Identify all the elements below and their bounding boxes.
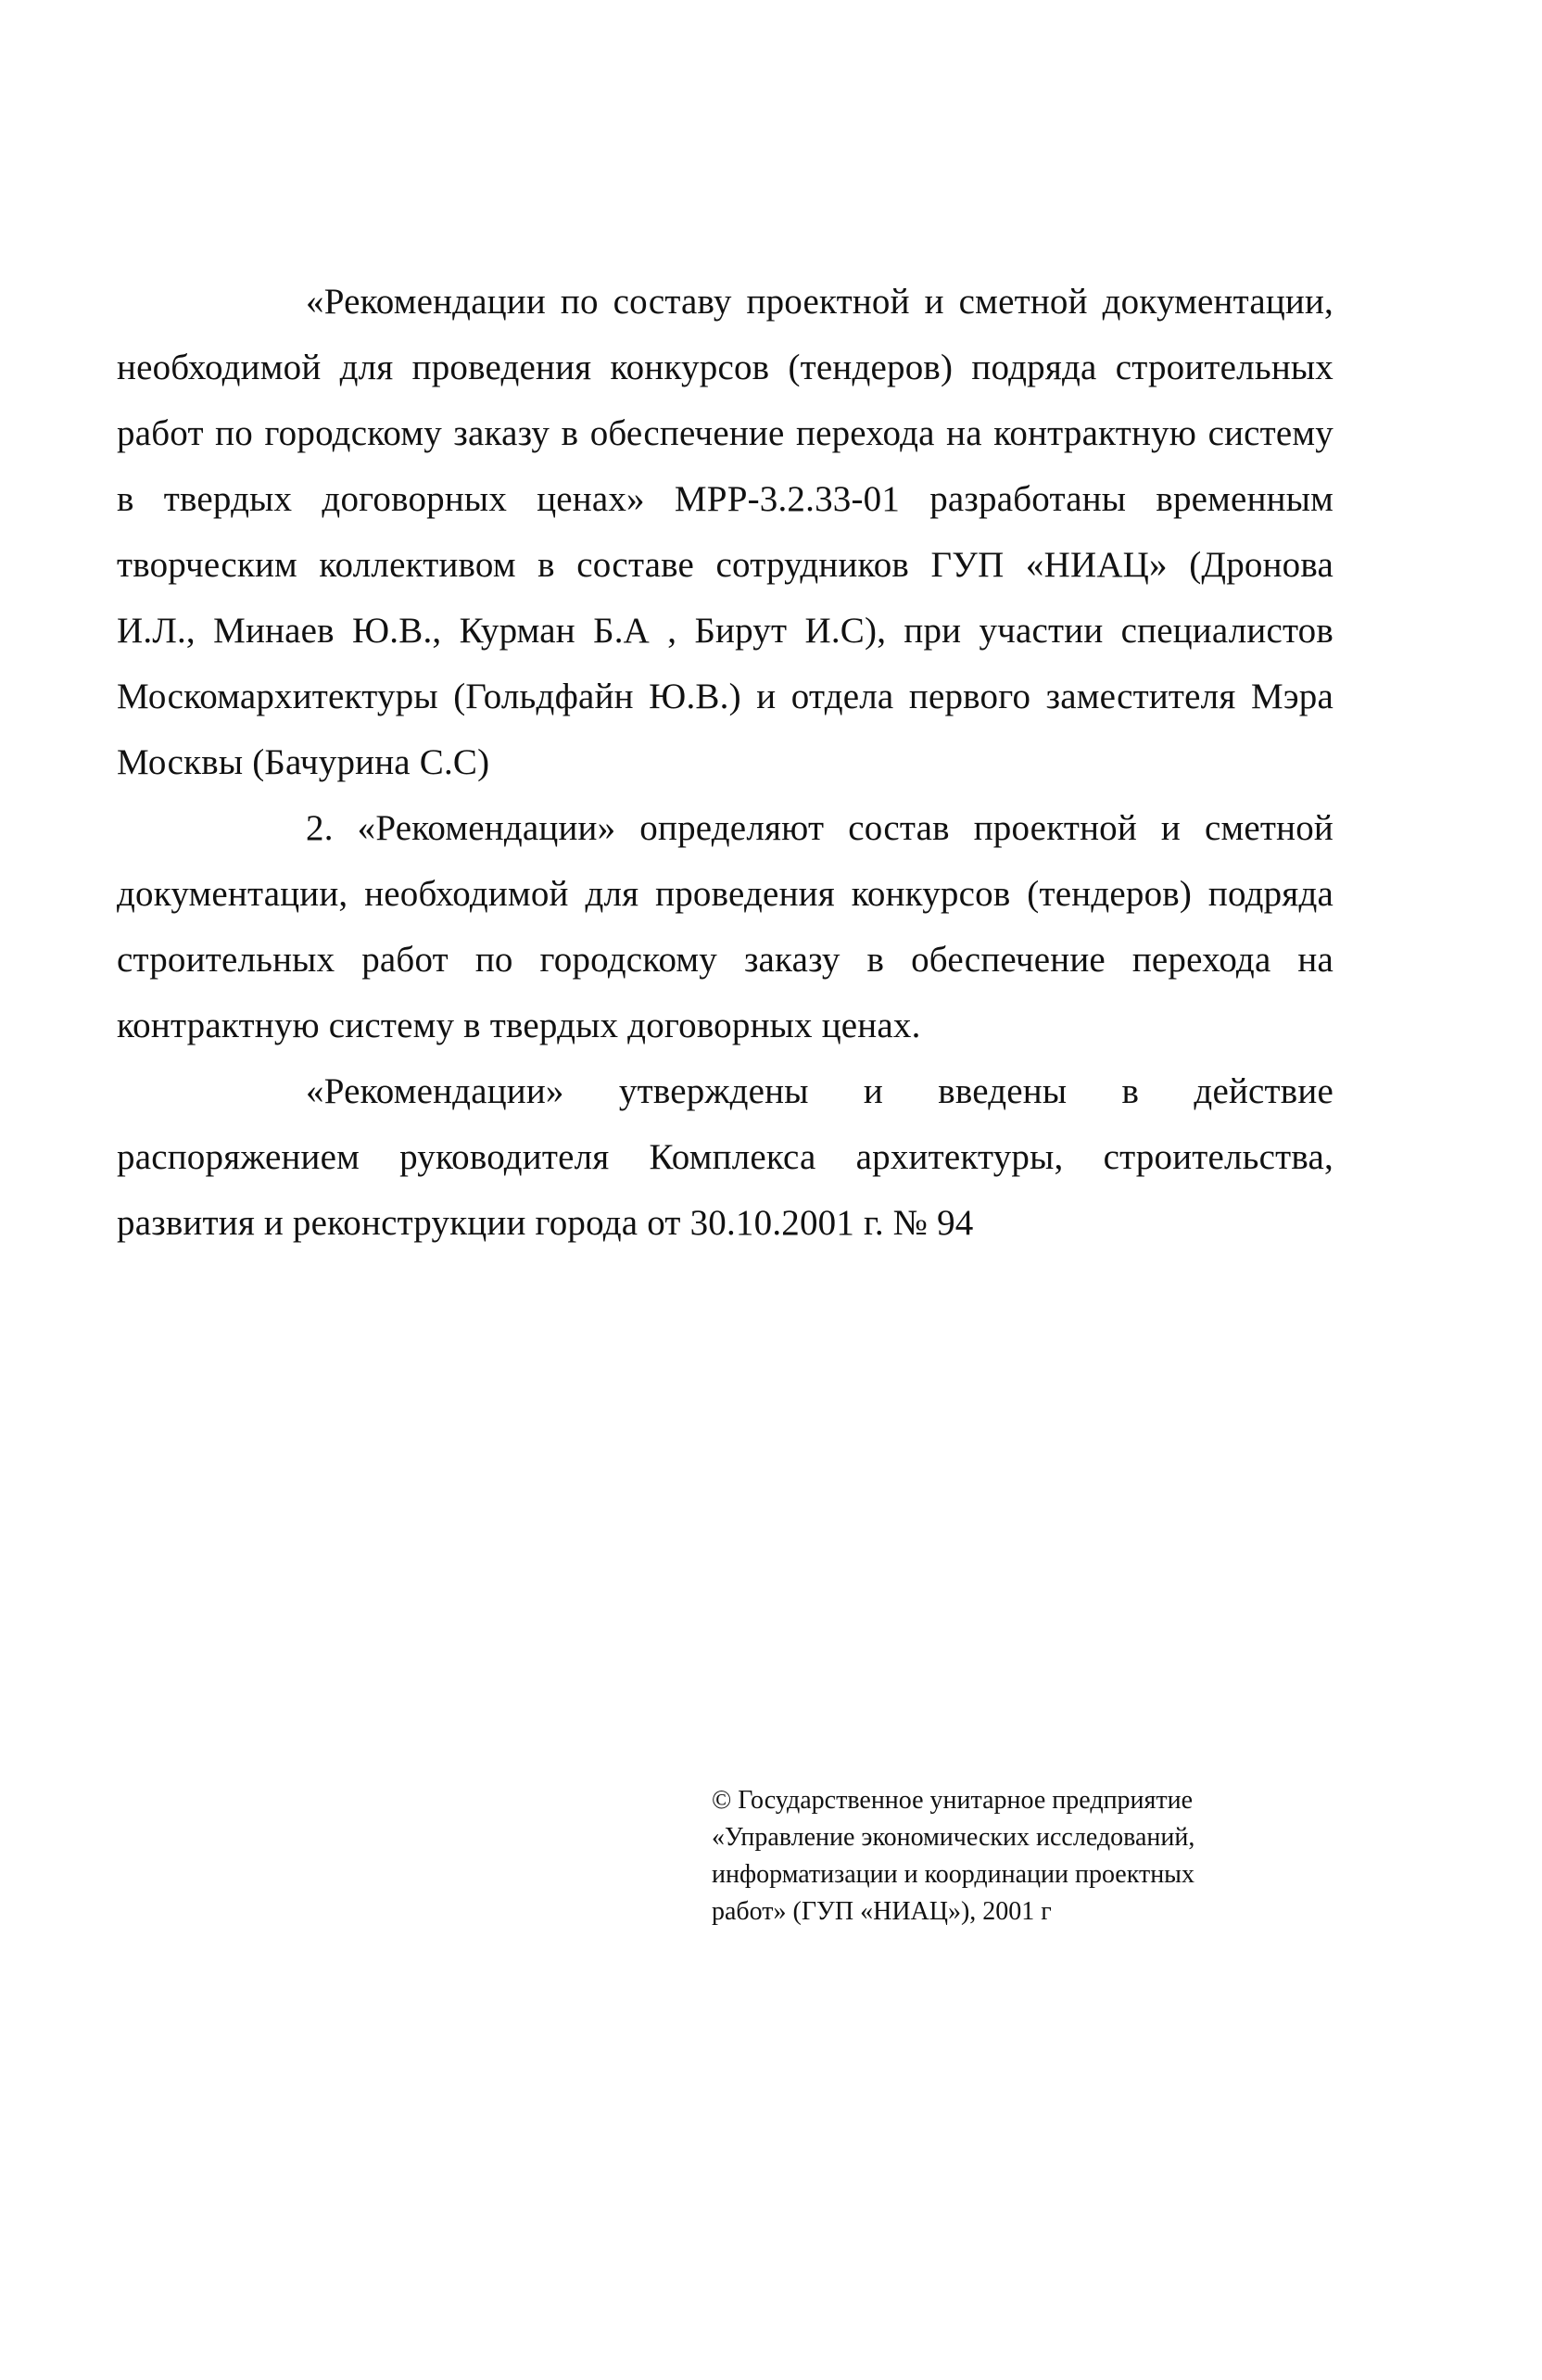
paragraph-authors: «Рекомендации по составу проектной и сметной документации, необходимой для проведения конкурсов (тендеров) подряда строительных работ по городскому заказу в обеспечение перехода на контрактную систему в твердых договорных ценах» МРР-3.2.33-01 разработаны временным творческим коллективом в составе сотрудников ГУП «НИАЦ» (Дронова И.Л., Минаев Ю.В., Курман Б.А , Бирут И.С), при участии специалистов Москомархитектуры (Гольдфайн Ю.В.) и отдела первого заместителя Мэра Москвы (Бачурина С.С): [117, 282, 1333, 782]
document-body: [117, 269, 1333, 1256]
paragraph-scope: 2. «Рекомендации» определяют состав проектной и сметной документации, необходимой для проведения конкурсов (тендеров) подряда строительных работ по городскому заказу в обеспечение перехода на контрактную систему в твердых договорных ценах.: [117, 808, 1333, 1045]
paragraph-approval: «Рекомендации» утверждены и введены в действие распоряжением руководителя Комплекса архитектуры, строительства, развития и реконструкции города от 30.10.2001 г. № 94: [117, 1071, 1333, 1243]
copyright-text: © Государственное унитарное предприятие «Управление экономических исследований, информатизации и координации проектных работ» (ГУП «НИАЦ»), 2001 г: [712, 1786, 1195, 1926]
copyright-block: [712, 1782, 1268, 1931]
